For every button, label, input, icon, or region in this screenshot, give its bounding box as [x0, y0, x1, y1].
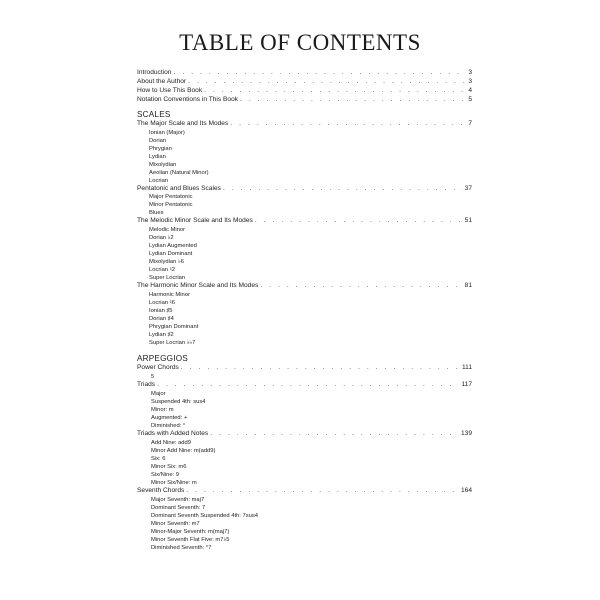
page-title: TABLE OF CONTENTS [179, 30, 421, 55]
toc-chapter-entry[interactable] [137, 381, 472, 390]
toc-chapter-entry[interactable] [137, 487, 472, 496]
entry-label: Seventh Chords [137, 486, 185, 494]
sub-entry: Six: 6 [151, 455, 166, 462]
sub-entry: Diminished Seventh: °7 [151, 544, 212, 551]
page-number: 5 [468, 95, 472, 103]
sub-entry: Major Pentatonic [149, 194, 193, 201]
sub-entry: Ionian ♯5 [149, 308, 173, 315]
dot-leader [255, 217, 463, 226]
dot-leader [210, 430, 459, 439]
sub-entry: Dorian ♭2 [149, 235, 174, 242]
toc-chapter-entry[interactable] [137, 185, 472, 194]
toc-chapter-entry[interactable] [137, 430, 472, 439]
section-heading: ARPEGGIOS [137, 354, 188, 364]
sub-entry: Lydian Dominant [149, 251, 193, 258]
dot-leader [223, 185, 463, 194]
sub-entry: Super Locrian [149, 275, 186, 282]
sub-entry: Aeolian (Natural Minor) [149, 169, 209, 176]
page-number: 37 [464, 184, 472, 192]
entry-label: The Major Scale and Its Modes [137, 119, 229, 127]
sub-entry: Minor: m [151, 407, 174, 414]
sub-entry: Mixolydian ♭6 [149, 259, 184, 266]
page-number: 117 [461, 381, 472, 389]
toc-entry[interactable] [137, 78, 472, 87]
sub-entry: Diminished: ° [151, 423, 186, 430]
entry-label: The Harmonic Minor Scale and Its Modes [137, 282, 259, 290]
sub-entry: Phrygian [149, 145, 172, 152]
sub-entry: Minor Six/Nine: m [151, 479, 197, 486]
sub-entry: Minor Pentatonic [149, 202, 193, 209]
toc-entry[interactable] [137, 87, 472, 96]
sub-entry: Minor Seventh Flat Five: m7♭5 [151, 536, 230, 543]
entry-label: About the Author [137, 77, 187, 85]
entry-label: The Melodic Minor Scale and Its Modes [137, 217, 253, 225]
sub-entry: Locrian [149, 177, 169, 184]
toc-entry[interactable] [137, 69, 472, 78]
sub-entry: Ionian (Major) [149, 129, 185, 136]
sub-entry: Locrian ♮6 [149, 300, 175, 307]
page-number: 3 [468, 77, 472, 85]
toc-chapter-entry[interactable] [137, 120, 472, 129]
entry-label: Triads with Added Notes [137, 430, 209, 438]
sub-entry: Lydian ♯2 [149, 332, 174, 339]
entry-label: Notation Conventions in This Book [137, 95, 239, 103]
dot-leader [181, 364, 460, 373]
sub-entry: Dominant Seventh: 7 [151, 504, 206, 511]
page-number: 7 [468, 119, 472, 127]
sub-entry: Six/Nine: 9 [151, 471, 180, 478]
sub-entry: Mixolydian [149, 161, 177, 168]
dot-leader [260, 282, 462, 291]
dot-leader [173, 69, 466, 78]
dot-leader [240, 96, 466, 105]
page-number: 164 [460, 486, 472, 494]
dot-leader [230, 120, 466, 129]
sub-entry: Melodic Minor [149, 227, 186, 234]
sub-entry: Lydian [149, 153, 166, 160]
toc-chapter-entry[interactable] [137, 217, 472, 226]
dot-leader [204, 87, 466, 96]
sub-entry: Minor-Major Seventh: m(maj7) [151, 528, 230, 535]
sub-entry: Suspended 4th: sus4 [151, 399, 206, 406]
entry-label: Power Chords [137, 364, 179, 372]
page-number: 111 [461, 364, 472, 372]
entry-label: Triads [137, 381, 156, 389]
entry-label: Introduction [137, 69, 172, 76]
sub-entry: Major [151, 391, 166, 398]
page-number: 51 [464, 217, 472, 225]
entry-label: How to Use This Book [137, 86, 203, 94]
page-number: 4 [468, 86, 472, 94]
sub-entry: 5 [151, 374, 155, 381]
section-heading: SCALES [137, 109, 171, 119]
sub-entry: Lydian Augmented [149, 243, 197, 250]
sub-entry: Augmented: + [151, 415, 188, 422]
sub-entry: Minor Add Nine: m(add9) [151, 447, 216, 454]
sub-entry: Super Locrian ♭♭7 [149, 340, 196, 347]
page-number: 81 [464, 282, 472, 290]
sub-entry: Locrian ♮2 [149, 267, 175, 274]
sub-entry: Dominant Seventh Suspended 4th: 7sus4 [151, 512, 258, 519]
sub-entry: Minor Six: m6 [151, 463, 187, 470]
toc-chapter-entry[interactable] [137, 364, 472, 373]
sub-entry: Add Nine: add9 [151, 439, 191, 446]
sub-entry: Minor Seventh: m7 [151, 520, 200, 527]
toc-chapter-entry[interactable] [137, 282, 472, 291]
toc-entry[interactable] [137, 96, 472, 105]
sub-entry: Dorian [149, 137, 167, 144]
sub-entry: Harmonic Minor [149, 292, 190, 299]
sub-entry: Dorian ♯4 [149, 316, 174, 323]
dot-leader [188, 78, 466, 87]
sub-entry: Blues [149, 210, 164, 217]
dot-leader [157, 381, 459, 390]
entry-label: Pentatonic and Blues Scales [137, 184, 221, 192]
page-number: 3 [468, 69, 472, 76]
toc-list [137, 69, 472, 552]
sub-entry: Phrygian Dominant [149, 324, 199, 331]
sub-entry: Major Seventh: maj7 [151, 496, 205, 503]
page-number: 139 [460, 430, 472, 438]
dot-leader [186, 487, 459, 496]
